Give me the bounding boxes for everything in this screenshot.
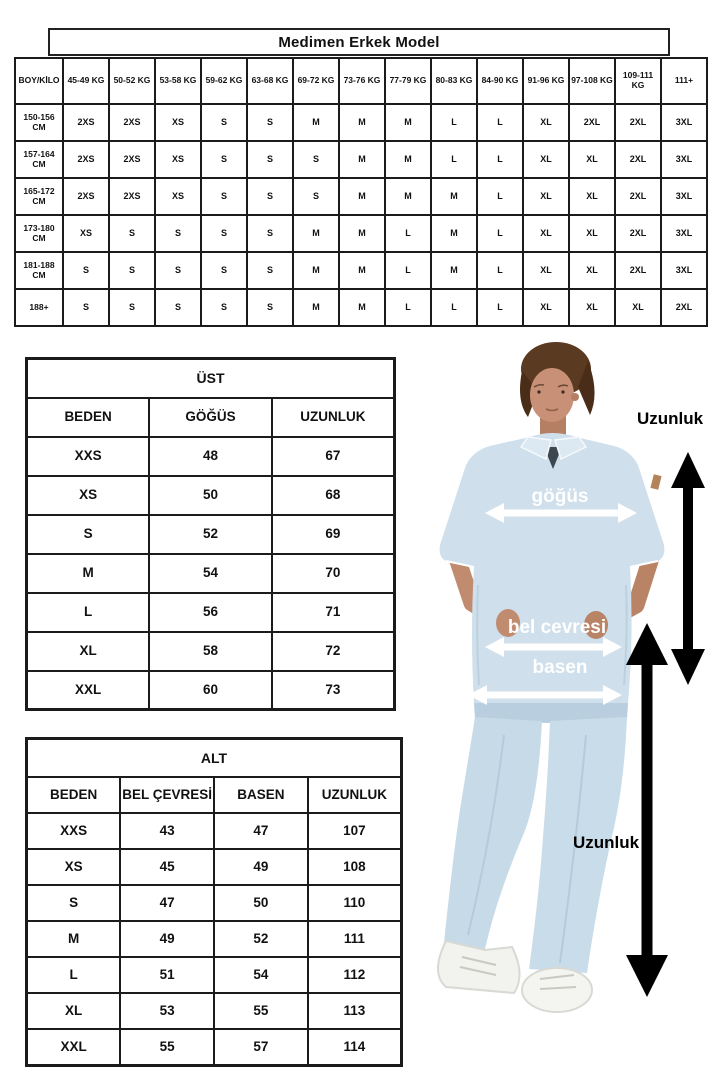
size-chart-cell: S <box>247 215 293 252</box>
bottom-table-cell: 53 <box>120 993 214 1029</box>
size-chart-cell: S <box>155 215 201 252</box>
top-table-cell: 73 <box>272 671 395 710</box>
size-chart-cell: XL <box>523 178 569 215</box>
size-chart-cell: L <box>477 215 523 252</box>
size-chart-cell: L <box>431 289 477 326</box>
size-chart-column-header: 50-52 KG <box>109 58 155 104</box>
size-chart-cell: S <box>201 215 247 252</box>
bottom-table-cell: 55 <box>214 993 308 1029</box>
top-table-cell: 56 <box>149 593 272 632</box>
size-chart-cell: M <box>385 104 431 141</box>
bottom-table-cell: 57 <box>214 1029 308 1065</box>
size-chart-cell: XS <box>155 178 201 215</box>
bottom-table-cell: 55 <box>120 1029 214 1065</box>
size-chart-cell: 2XL <box>615 215 661 252</box>
size-chart-cell: L <box>385 215 431 252</box>
size-chart-cell: L <box>477 289 523 326</box>
size-chart-cell: S <box>247 289 293 326</box>
bottom-table-cell: 51 <box>120 957 214 993</box>
size-chart-table <box>14 57 708 327</box>
bottom-table-cell: S <box>27 885 121 921</box>
size-chart-cell: 2XL <box>569 104 615 141</box>
bottom-table-cell: 47 <box>120 885 214 921</box>
top-table-cell: L <box>27 593 150 632</box>
size-chart-cell: XS <box>155 141 201 178</box>
size-chart-cell: XL <box>569 215 615 252</box>
size-chart-cell: L <box>385 252 431 289</box>
size-chart-cell: S <box>155 252 201 289</box>
size-chart-column-header: 91-96 KG <box>523 58 569 104</box>
size-chart-cell: S <box>109 215 155 252</box>
top-table-cell: 70 <box>272 554 395 593</box>
bottom-table-cell: 113 <box>308 993 402 1029</box>
size-chart-column-header: BOY/KİLO <box>15 58 63 104</box>
size-chart-cell: 3XL <box>661 215 707 252</box>
size-chart-cell: S <box>247 104 293 141</box>
size-chart-cell: M <box>339 252 385 289</box>
bottom-table-cell: 47 <box>214 813 308 849</box>
size-chart-column-header: 45-49 KG <box>63 58 109 104</box>
size-chart-cell: M <box>385 178 431 215</box>
size-chart-cell: S <box>155 289 201 326</box>
top-table-row <box>27 593 395 632</box>
top-table-cell: 69 <box>272 515 395 554</box>
bottom-measurements-table <box>25 737 403 1067</box>
size-chart-row <box>15 178 707 215</box>
bottom-table-header-row <box>27 777 402 813</box>
bottom-length-label: Uzunluk <box>572 833 640 852</box>
size-chart-cell: S <box>247 141 293 178</box>
size-chart-cell: 2XS <box>109 141 155 178</box>
top-table-row <box>27 554 395 593</box>
bottom-table-column-header: BASEN <box>214 777 308 813</box>
size-chart-column-header: 59-62 KG <box>201 58 247 104</box>
size-chart-cell: L <box>477 252 523 289</box>
size-chart-cell: 2XS <box>109 104 155 141</box>
top-measurements-body <box>27 359 395 710</box>
bottom-table-row <box>27 849 402 885</box>
size-chart-cell: XL <box>523 289 569 326</box>
size-chart-cell: XS <box>155 104 201 141</box>
size-chart-cell: 2XL <box>615 252 661 289</box>
bottom-table-cell: XXS <box>27 813 121 849</box>
size-chart-cell: M <box>339 215 385 252</box>
size-chart-cell: M <box>339 104 385 141</box>
size-chart-cell: M <box>293 104 339 141</box>
size-chart-cell: 3XL <box>661 141 707 178</box>
top-length-arrow <box>671 452 705 685</box>
bottom-length-arrow <box>626 623 668 997</box>
bottom-table-cell: L <box>27 957 121 993</box>
bottom-table-row <box>27 885 402 921</box>
size-chart-row <box>15 289 707 326</box>
top-table-cell: 68 <box>272 476 395 515</box>
size-chart-row-label: 165-172 CM <box>15 178 63 215</box>
top-table-cell: XXL <box>27 671 150 710</box>
bottom-table-cell: 52 <box>214 921 308 957</box>
bottom-table-row <box>27 1029 402 1065</box>
size-chart-column-header: 63-68 KG <box>247 58 293 104</box>
size-chart-cell: S <box>63 252 109 289</box>
size-chart-cell: S <box>201 178 247 215</box>
size-chart-cell: S <box>201 252 247 289</box>
bottom-table-cell: M <box>27 921 121 957</box>
top-table-cell: S <box>27 515 150 554</box>
bottom-table-cell: 110 <box>308 885 402 921</box>
bottom-table-row <box>27 921 402 957</box>
size-chart-cell: XL <box>569 289 615 326</box>
top-table-cell: 54 <box>149 554 272 593</box>
top-table-cell: 48 <box>149 437 272 476</box>
right-shoe <box>522 968 592 1012</box>
bottom-table-cell: XL <box>27 993 121 1029</box>
top-table-cell: 71 <box>272 593 395 632</box>
bottom-table-cell: 107 <box>308 813 402 849</box>
top-table-cell: M <box>27 554 150 593</box>
left-pant-leg <box>444 717 542 949</box>
bottom-table-cell: 114 <box>308 1029 402 1065</box>
top-table-cell: 72 <box>272 632 395 671</box>
size-chart-cell: M <box>293 252 339 289</box>
size-chart-cell: L <box>385 289 431 326</box>
bottom-table-title: ALT <box>27 739 402 778</box>
size-chart-column-header: 77-79 KG <box>385 58 431 104</box>
size-chart-row-label: 188+ <box>15 289 63 326</box>
left-shoe <box>438 941 520 993</box>
size-chart-cell: S <box>293 141 339 178</box>
size-chart-cell: L <box>477 178 523 215</box>
size-chart-cell: S <box>247 178 293 215</box>
size-chart-cell: 2XL <box>615 104 661 141</box>
size-chart-column-header: 97-108 KG <box>569 58 615 104</box>
top-table-row <box>27 437 395 476</box>
size-chart-body <box>15 104 707 326</box>
size-chart-cell: M <box>339 289 385 326</box>
top-table-cell: 67 <box>272 437 395 476</box>
sleeve-tag <box>650 474 661 490</box>
size-chart-cell: L <box>431 141 477 178</box>
size-chart-head <box>15 58 707 104</box>
size-chart-cell: S <box>109 252 155 289</box>
bottom-table-cell: 112 <box>308 957 402 993</box>
size-chart-cell: M <box>293 215 339 252</box>
top-table-title-row <box>27 359 395 398</box>
top-table-row <box>27 476 395 515</box>
top-table-cell: XS <box>27 476 150 515</box>
chest-label: göğüs <box>531 486 589 507</box>
top-table-row <box>27 632 395 671</box>
bottom-table-cell: 111 <box>308 921 402 957</box>
size-chart-row-label: 181-188 CM <box>15 252 63 289</box>
top-length-label: Uzunluk <box>636 409 704 428</box>
size-chart-cell: XS <box>63 215 109 252</box>
size-chart-cell: XL <box>569 178 615 215</box>
size-chart-cell: M <box>293 289 339 326</box>
size-chart-cell: M <box>339 178 385 215</box>
size-chart-header-row <box>15 58 707 104</box>
size-chart-cell: S <box>63 289 109 326</box>
top-table-cell: 50 <box>149 476 272 515</box>
top-table-column-header: GÖĞÜS <box>149 398 272 437</box>
top-table-cell: 52 <box>149 515 272 554</box>
top-measurements-table <box>25 357 396 711</box>
size-chart-column-header: 73-76 KG <box>339 58 385 104</box>
bottom-table-cell: XS <box>27 849 121 885</box>
bottom-table-cell: 45 <box>120 849 214 885</box>
size-chart-cell: L <box>431 104 477 141</box>
size-chart-cell: M <box>339 141 385 178</box>
size-chart-row-label: 150-156 CM <box>15 104 63 141</box>
size-chart-cell: 2XL <box>615 178 661 215</box>
eye <box>537 390 540 393</box>
size-chart-cell: 3XL <box>661 178 707 215</box>
size-chart-cell: M <box>385 141 431 178</box>
size-chart-cell: 2XS <box>63 141 109 178</box>
size-chart-cell: XL <box>523 141 569 178</box>
hip-label: basen <box>532 657 588 678</box>
size-chart-cell: 3XL <box>661 104 707 141</box>
size-chart-cell: 2XS <box>63 178 109 215</box>
top-table-cell: 58 <box>149 632 272 671</box>
size-chart-row <box>15 252 707 289</box>
top-table-column-header: UZUNLUK <box>272 398 395 437</box>
bottom-table-column-header: BEDEN <box>27 777 121 813</box>
face <box>530 368 574 422</box>
bottom-table-column-header: UZUNLUK <box>308 777 402 813</box>
page-title: Medimen Erkek Model <box>48 28 670 56</box>
size-chart-column-header: 84-90 KG <box>477 58 523 104</box>
size-chart-cell: XL <box>523 215 569 252</box>
top-table-header-row <box>27 398 395 437</box>
top-table-title: ÜST <box>27 359 395 398</box>
size-chart-cell: L <box>477 104 523 141</box>
bottom-table-cell: 49 <box>214 849 308 885</box>
size-chart-cell: 2XL <box>661 289 707 326</box>
bottom-table-cell: 43 <box>120 813 214 849</box>
bottom-table-cell: 49 <box>120 921 214 957</box>
bottom-table-title-row <box>27 739 402 778</box>
size-chart-cell: S <box>109 289 155 326</box>
size-chart-cell: M <box>431 252 477 289</box>
size-chart-cell: L <box>477 141 523 178</box>
top-table-cell: 60 <box>149 671 272 710</box>
size-chart-column-header: 69-72 KG <box>293 58 339 104</box>
bottom-table-row <box>27 813 402 849</box>
size-chart-cell: XL <box>569 141 615 178</box>
size-chart-cell: S <box>201 104 247 141</box>
size-chart-row <box>15 141 707 178</box>
size-chart-cell: S <box>293 178 339 215</box>
size-chart-cell: XL <box>523 252 569 289</box>
size-chart-cell: M <box>431 178 477 215</box>
size-chart-column-header: 53-58 KG <box>155 58 201 104</box>
size-chart-cell: XL <box>615 289 661 326</box>
size-chart-cell: 2XS <box>109 178 155 215</box>
size-chart-row <box>15 104 707 141</box>
top-table-row <box>27 671 395 710</box>
bottom-table-row <box>27 957 402 993</box>
size-chart-cell: XL <box>523 104 569 141</box>
size-chart-column-header: 111+ <box>661 58 707 104</box>
size-chart-row <box>15 215 707 252</box>
size-chart-row-label: 157-164 CM <box>15 141 63 178</box>
ear <box>571 393 579 401</box>
size-chart-cell: S <box>247 252 293 289</box>
bottom-table-cell: XXL <box>27 1029 121 1065</box>
top-table-cell: XL <box>27 632 150 671</box>
model-photo <box>400 335 720 1045</box>
size-chart-cell: S <box>201 141 247 178</box>
top-table-column-header: BEDEN <box>27 398 150 437</box>
size-chart-cell: 2XL <box>615 141 661 178</box>
size-chart-column-header: 109-111 KG <box>615 58 661 104</box>
size-chart-cell: XL <box>569 252 615 289</box>
bottom-table-cell: 54 <box>214 957 308 993</box>
top-table-cell: XXS <box>27 437 150 476</box>
bottom-measurements-body <box>27 739 402 1066</box>
waist-label: bel cevresi <box>507 617 607 638</box>
size-chart-cell: 2XS <box>63 104 109 141</box>
bottom-table-cell: 108 <box>308 849 402 885</box>
top-table-row <box>27 515 395 554</box>
size-chart-column-header: 80-83 KG <box>431 58 477 104</box>
eye-2 <box>561 390 564 393</box>
size-chart-cell: S <box>201 289 247 326</box>
bottom-table-cell: 50 <box>214 885 308 921</box>
size-chart-row-label: 173-180 CM <box>15 215 63 252</box>
bottom-table-row <box>27 993 402 1029</box>
size-chart-cell: 3XL <box>661 252 707 289</box>
size-chart-cell: M <box>431 215 477 252</box>
bottom-table-column-header: BEL ÇEVRESİ <box>120 777 214 813</box>
